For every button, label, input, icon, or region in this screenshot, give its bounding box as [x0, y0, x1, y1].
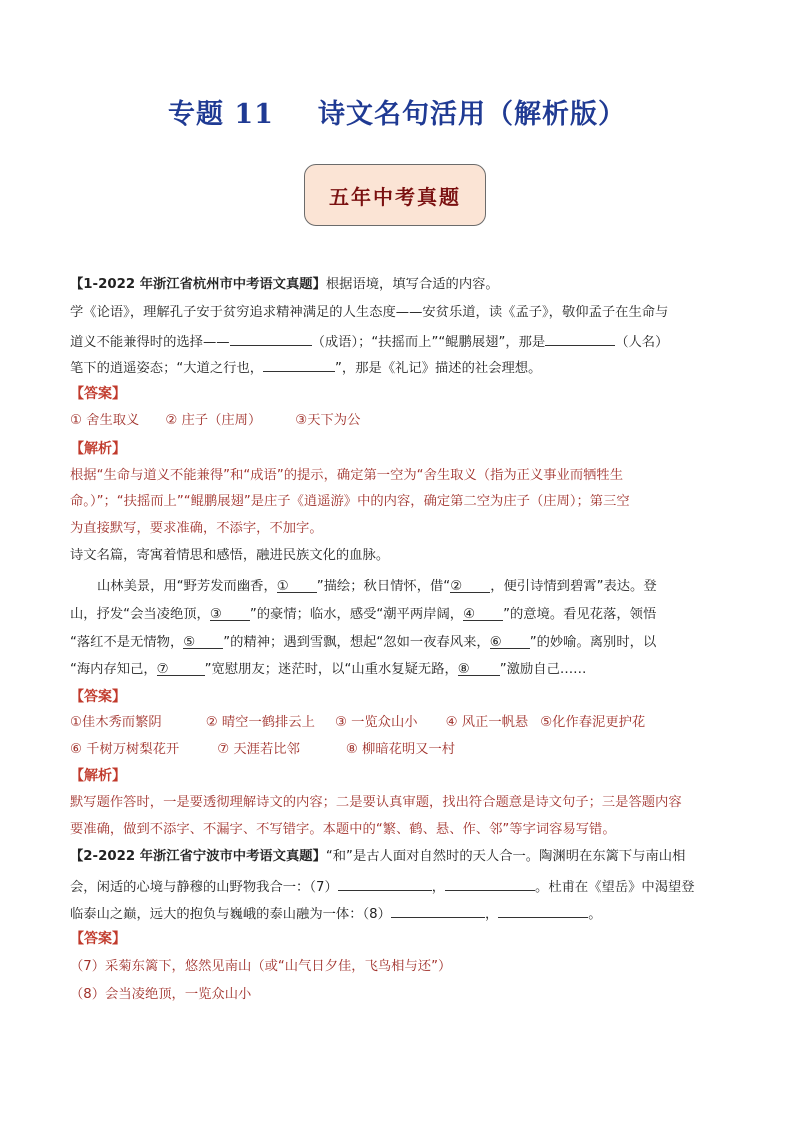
- blank-field: ⑦: [157, 661, 205, 676]
- p2-line4: “落红不是无情物，⑤ ”的精神；遇到雪飘，想起“忽如一夜春风来，⑥ ”的妙喻。离别时，以: [70, 635, 657, 650]
- q1-answer: ① 舍生取义 ② 庄子（庄周） ③天下为公: [70, 413, 361, 428]
- blank-field: ①: [277, 578, 317, 593]
- p2-line1: 诗文名篇，寄寓着情思和感悟，融进民族文化的血脉。: [70, 548, 390, 563]
- analysis-label: 【解析】: [70, 768, 126, 784]
- answer-label: 【答案】: [70, 931, 126, 947]
- p2-answer-row1: ①佳木秀而繁阴 ② 晴空一鹤排云上 ③ 一览众山小 ④ 风正一帆悬 ⑤化作春泥更护花: [70, 715, 646, 730]
- blank-field: [545, 331, 615, 346]
- q1-analysis-line1: 根据“生命与道义不能兼得”和“成语”的提示，确定第一空为“舍生取义（指为正义事业而牺牲生: [70, 468, 624, 483]
- blank-field: ⑧: [458, 661, 500, 676]
- blank-field: ④: [463, 606, 503, 621]
- p2-answer-row2: ⑥ 千树万树梨花开 ⑦ 天涯若比邻 ⑧ 柳暗花明又一村: [70, 742, 456, 757]
- page-title: [0, 92, 794, 131]
- blank-field: [445, 876, 535, 891]
- answer-label: 【答案】: [70, 689, 126, 705]
- p2-analysis-line1: 默写题作答时，一是要透彻理解诗文的内容；二是要认真审题，找出符合题意是诗文句子；三是答题内容: [70, 795, 682, 810]
- answer-label: 【答案】: [70, 386, 126, 402]
- q1-analysis-line2: 命。）”；“扶摇而上”“鲲鹏展翅”是庄子《逍遥游》中的内容，确定第二空为庄子（庄周）；第三空: [70, 494, 630, 509]
- q3-line2: 会，闲适的心境与静穆的山野物我合一：（7） ， 。杜甫在《望岳》中渴望登: [70, 876, 695, 897]
- blank-field: ③: [210, 606, 250, 621]
- q1-header: 【1-2022 年浙江省杭州市中考语文真题】根据语境，填写合适的内容。: [70, 277, 499, 292]
- section-badge: 五年中考真题: [304, 164, 486, 226]
- analysis-label: 【解析】: [70, 441, 126, 457]
- blank-field: ②: [450, 578, 490, 593]
- q3-line3: 临泰山之巅，远大的抱负与巍峨的泰山融为一体：（8） ， 。: [70, 903, 602, 924]
- q1-line3: 笔下的逍遥姿态；“大道之行也， ”，那是《礼记》描述的社会理想。: [70, 357, 541, 378]
- blank-field: [230, 331, 312, 346]
- q1-source: 【1-2022 年浙江省杭州市中考语文真题】: [70, 277, 326, 292]
- q3-header: 【2-2022 年浙江省宁波市中考语文真题】“和”是古人面对自然时的天人合一。陶渊明在东篱下与南山相: [70, 849, 686, 864]
- q1-line1: 学《论语》，理解孔子安于贫穷追求精神满足的人生态度——安贫乐道，读《孟子》，敬仰孟子在生命与: [70, 305, 669, 320]
- blank-field: [391, 903, 485, 918]
- q1-analysis-line3: 为直接默写，要求准确，不添字，不加字。: [70, 521, 323, 536]
- blank-field: ⑤: [183, 634, 223, 649]
- blank-field: [498, 903, 588, 918]
- q3-source: 【2-2022 年浙江省宁波市中考语文真题】: [70, 849, 326, 864]
- q1-line2: 道义不能兼得时的选择—— （成语）；“扶摇而上”“鲲鹏展翅”，那是 （人名）: [70, 331, 668, 352]
- blank-field: [263, 357, 335, 372]
- q3-answer-line1: （7）采菊东篱下，悠然见南山（或“山气日夕佳，飞鸟相与还”）: [70, 959, 452, 974]
- blank-field: ⑥: [490, 634, 530, 649]
- p2-analysis-line2: 要准确，做到不添字、不漏字、不写错字。本题中的“繁、鹤、悬、作、邻”等字词容易写错。: [70, 822, 616, 837]
- p2-line3: 山，抒发“会当凌绝顶，③ ”的豪情；临水，感受“潮平两岸阔，④ ”的意境。看见花落，领悟: [70, 607, 657, 622]
- blank-field: [338, 876, 432, 891]
- title-number: 专题 11: [168, 99, 274, 130]
- p2-line5: “海内存知己，⑦ ”宽慰朋友；迷茫时，以“山重水复疑无路，⑧ ”激励自己……: [70, 662, 587, 677]
- p2-line2: 山林美景，用“野芳发而幽香，① ”描绘；秋日情怀，借“② ，便引诗情到碧霄”表达。登: [97, 579, 657, 594]
- q3-answer-line2: （8）会当凌绝顶，一览众山小: [70, 987, 252, 1002]
- title-text: 诗文名句活用（解析版）: [317, 99, 626, 130]
